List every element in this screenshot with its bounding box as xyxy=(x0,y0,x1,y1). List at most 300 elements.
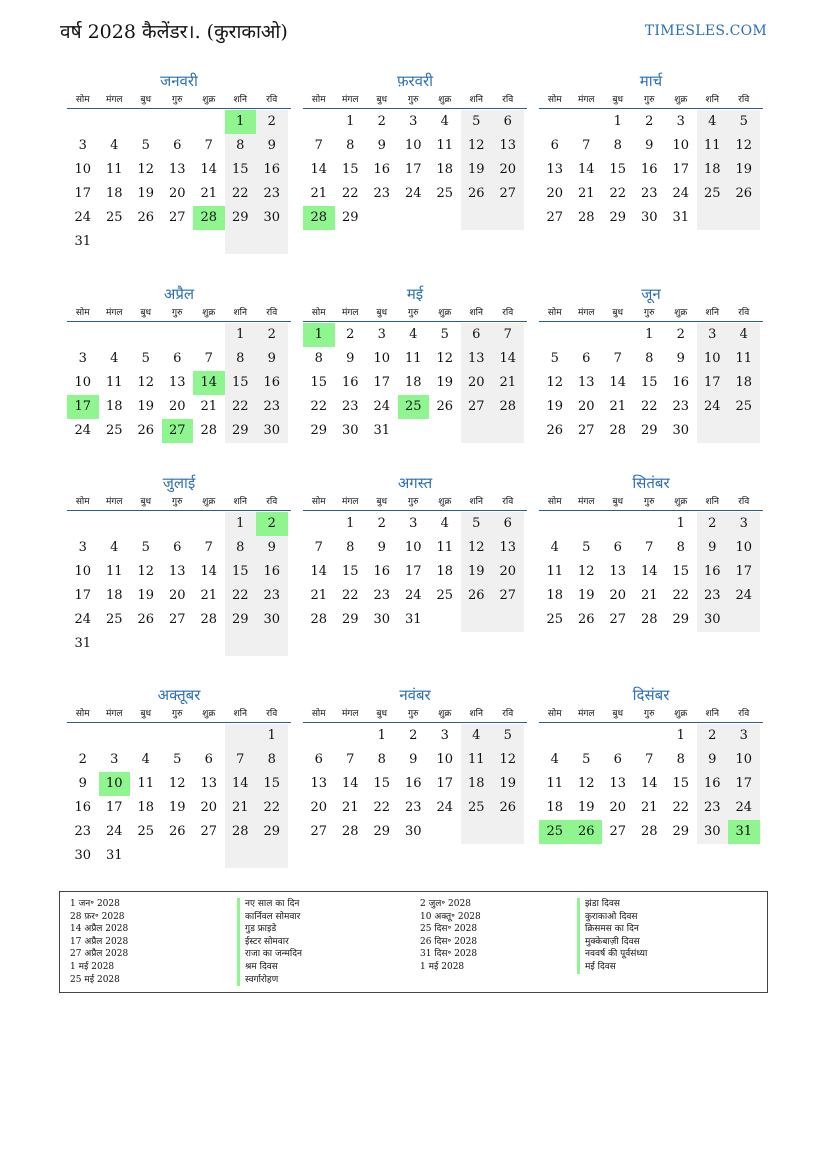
day-cell: 8 xyxy=(377,752,386,767)
day-cell: 17 xyxy=(373,375,391,390)
day-empty xyxy=(225,632,257,656)
day-cell: 19 xyxy=(546,399,564,414)
day-cell: 18 xyxy=(461,772,493,796)
day-cell: 2 xyxy=(676,327,685,342)
day-cell: 24 xyxy=(373,399,391,414)
day-cell: 30 xyxy=(404,824,422,839)
weekday-label: रवि xyxy=(266,308,278,318)
day-cell: 1 xyxy=(256,724,288,748)
weekday-label: सोम xyxy=(311,95,326,105)
weekday-label: सोम xyxy=(547,308,562,318)
day-cell: 11 xyxy=(546,776,564,791)
day-cell: 1 xyxy=(613,114,622,129)
day-cell: 6 xyxy=(582,351,591,366)
day-empty xyxy=(162,724,194,748)
holiday-entry: 25 दिस॰ 2028 xyxy=(420,924,478,935)
holiday-dates-left xyxy=(70,898,128,986)
weekday-label: मंगल xyxy=(105,709,123,719)
day-cell: 13 xyxy=(461,347,493,371)
weekday-label: रवि xyxy=(502,497,514,507)
day-empty xyxy=(99,632,131,656)
day-empty xyxy=(303,724,335,748)
day-cell: 10 xyxy=(697,347,729,371)
day-cell: 23 xyxy=(74,824,92,839)
holiday-dates-right xyxy=(420,898,481,974)
weekday-label: शनि xyxy=(469,709,483,719)
day-cell: 4 xyxy=(550,752,559,767)
day-cell: 18 xyxy=(697,158,729,182)
day-cell: 31 xyxy=(373,423,391,438)
day-cell: 12 xyxy=(137,375,155,390)
day-cell: 20 xyxy=(577,399,595,414)
day-cell: 26 xyxy=(137,612,155,627)
day-cell: 24 xyxy=(404,588,422,603)
holiday-entry: 17 अप्रैल 2028 xyxy=(70,936,129,947)
day-cell: 18 xyxy=(404,375,422,390)
day-cell: 25 xyxy=(436,588,454,603)
day-cell: 24 xyxy=(74,423,92,438)
day-cell: 26 xyxy=(492,796,524,820)
day-cell: 8 xyxy=(676,540,685,555)
weekday-label: मंगल xyxy=(105,497,123,507)
day-cell: 21 xyxy=(640,800,658,815)
day-cell: 11 xyxy=(461,748,493,772)
day-cell: 30 xyxy=(341,423,359,438)
day-cell: 3 xyxy=(78,138,87,153)
day-empty xyxy=(162,844,194,868)
day-cell: 2 xyxy=(377,114,386,129)
weekday-label: सोम xyxy=(311,709,326,719)
day-cell: 20 xyxy=(492,158,524,182)
day-cell: 27 xyxy=(609,612,627,627)
day-empty xyxy=(571,323,603,347)
weekday-label: शुक्र xyxy=(202,95,216,105)
day-cell: 25 xyxy=(105,612,123,627)
day-empty xyxy=(634,512,666,536)
day-cell: 11 xyxy=(436,138,454,153)
day-cell: 8 xyxy=(225,347,257,371)
holiday-entry: 1 जन॰ 2028 xyxy=(70,899,120,909)
day-cell: 5 xyxy=(582,752,591,767)
holiday-names-left xyxy=(237,898,302,986)
day-empty xyxy=(193,323,225,347)
day-empty xyxy=(571,110,603,134)
day-empty xyxy=(162,323,194,347)
day-cell: 15 xyxy=(672,776,690,791)
weekday-label: मंगल xyxy=(577,95,595,105)
day-cell: 3 xyxy=(676,114,685,129)
day-cell: 30 xyxy=(256,206,288,230)
weekday-label: शनि xyxy=(233,308,247,318)
day-empty xyxy=(67,110,99,134)
month-title: अक्तूबर xyxy=(157,686,201,704)
day-cell: 18 xyxy=(436,162,454,177)
day-cell: 11 xyxy=(404,351,422,366)
weekday-label: गुरु xyxy=(408,308,419,318)
day-cell: 4 xyxy=(728,323,760,347)
month-calendar xyxy=(67,472,291,656)
day-cell: 5 xyxy=(141,540,150,555)
holiday-entry: 26 दिस॰ 2028 xyxy=(420,936,478,947)
day-empty xyxy=(99,512,131,536)
day-cell: 24 xyxy=(672,186,690,201)
day-cell: 23 xyxy=(672,399,690,414)
page-header xyxy=(0,0,827,60)
day-grid xyxy=(539,323,763,443)
day-cell: 2 xyxy=(697,724,729,748)
day-cell: 3 xyxy=(409,516,418,531)
day-cell: 2 xyxy=(409,728,418,743)
day-cell: 10 xyxy=(728,536,760,560)
month-title: मई xyxy=(406,285,424,303)
day-cell: 13 xyxy=(168,162,186,177)
day-cell: 22 xyxy=(225,584,257,608)
day-cell: 3 xyxy=(78,540,87,555)
day-cell: 14 xyxy=(609,375,627,390)
day-cell: 30 xyxy=(373,612,391,627)
day-cell: 15 xyxy=(609,162,627,177)
day-cell: 25 xyxy=(546,612,564,627)
day-cell: 23 xyxy=(697,796,729,820)
day-cell: 21 xyxy=(577,186,595,201)
day-cell: 21 xyxy=(200,588,218,603)
weekday-label: गुरु xyxy=(172,709,183,719)
day-cell: 24 xyxy=(728,584,760,608)
month-title: जुलाई xyxy=(162,474,196,492)
day-cell: 7 xyxy=(204,138,213,153)
day-cell: 30 xyxy=(74,848,92,863)
day-cell: 7 xyxy=(204,540,213,555)
month-calendar xyxy=(303,283,527,443)
weekday-label: रवि xyxy=(502,308,514,318)
day-cell: 30 xyxy=(672,423,690,438)
day-cell: 14 xyxy=(492,347,524,371)
day-cell: 10 xyxy=(74,564,92,579)
day-cell: 26 xyxy=(436,399,454,414)
day-cell: 21 xyxy=(225,796,257,820)
day-cell: 22 xyxy=(609,186,627,201)
day-cell: 13 xyxy=(168,375,186,390)
day-empty xyxy=(429,419,461,443)
day-grid xyxy=(303,512,527,632)
day-cell: 11 xyxy=(728,347,760,371)
day-cell: 21 xyxy=(609,399,627,414)
day-cell: 13 xyxy=(492,134,524,158)
day-cell: 5 xyxy=(461,512,493,536)
day-cell: 20 xyxy=(168,399,186,414)
day-cell: 8 xyxy=(613,138,622,153)
holiday-entry: मुक्केबाज़ी दिवस xyxy=(577,936,647,949)
day-cell: 7 xyxy=(582,138,591,153)
day-cell: 16 xyxy=(697,772,729,796)
holiday-entry: नववर्ष की पूर्वसंध्या xyxy=(577,948,647,961)
day-empty xyxy=(539,110,571,134)
day-cell: 23 xyxy=(341,399,359,414)
day-cell: 6 xyxy=(613,752,622,767)
day-cell: 9 xyxy=(409,752,418,767)
day-cell: 20 xyxy=(609,800,627,815)
day-cell: 24 xyxy=(404,186,422,201)
weekday-label: बुध xyxy=(612,308,624,318)
weekday-header xyxy=(67,305,291,322)
weekday-label: बुध xyxy=(140,497,152,507)
day-cell: 9 xyxy=(697,536,729,560)
day-cell: 7 xyxy=(613,351,622,366)
day-cell: 30 xyxy=(697,608,729,632)
weekday-label: शनि xyxy=(469,95,483,105)
month-calendar xyxy=(539,70,763,230)
day-cell: 27 xyxy=(200,824,218,839)
day-empty xyxy=(130,230,162,254)
weekday-header xyxy=(539,305,763,322)
day-cell: 31 xyxy=(74,234,92,249)
weekday-label: रवि xyxy=(502,95,514,105)
weekday-label: रवि xyxy=(266,497,278,507)
weekday-label: सोम xyxy=(547,709,562,719)
day-cell: 13 xyxy=(310,776,328,791)
day-cell: 30 xyxy=(640,210,658,225)
day-cell: 1 xyxy=(346,114,355,129)
day-cell: 2 xyxy=(697,512,729,536)
site-link[interactable]: TIMESLES.COM xyxy=(644,23,767,39)
day-grid xyxy=(67,323,291,443)
day-cell: 18 xyxy=(436,564,454,579)
day-cell: 29 xyxy=(310,423,328,438)
day-cell: 27 xyxy=(168,612,186,627)
day-empty xyxy=(492,820,524,844)
day-cell: 22 xyxy=(341,588,359,603)
day-cell: 4 xyxy=(110,138,119,153)
weekday-header xyxy=(539,92,763,109)
day-cell: 2 xyxy=(645,114,654,129)
day-cell: 14 xyxy=(640,776,658,791)
weekday-label: सोम xyxy=(75,709,90,719)
weekday-label: गुरु xyxy=(172,497,183,507)
day-cell: 31 xyxy=(404,612,422,627)
holiday-entry: 10 अक्तू॰ 2028 xyxy=(420,911,481,922)
day-cell: 14 xyxy=(225,772,257,796)
day-cell: 8 xyxy=(225,134,257,158)
day-cell: 27 xyxy=(310,824,328,839)
day-cell: 5 xyxy=(461,110,493,134)
day-cell: 29 xyxy=(373,824,391,839)
weekday-label: मंगल xyxy=(105,308,123,318)
day-cell: 1 xyxy=(676,728,685,743)
weekday-label: शनि xyxy=(233,709,247,719)
month-title: नवंबर xyxy=(399,686,431,704)
day-cell: 29 xyxy=(640,423,658,438)
day-cell: 12 xyxy=(137,162,155,177)
weekday-label: मंगल xyxy=(105,95,123,105)
day-cell: 30 xyxy=(256,608,288,632)
holiday-entry: 1 मई 2028 xyxy=(70,961,115,972)
day-empty xyxy=(99,230,131,254)
holiday-names-right xyxy=(577,898,647,974)
day-cell: 23 xyxy=(697,584,729,608)
day-cell-holiday: 1 xyxy=(303,323,335,347)
weekday-label: गुरु xyxy=(408,497,419,507)
weekday-label: शनि xyxy=(705,709,719,719)
day-cell: 7 xyxy=(645,540,654,555)
weekday-label: बुध xyxy=(140,709,152,719)
day-cell: 24 xyxy=(74,612,92,627)
day-cell: 7 xyxy=(314,540,323,555)
day-empty xyxy=(225,230,257,254)
day-empty xyxy=(67,724,99,748)
weekday-label: शुक्र xyxy=(674,308,688,318)
day-cell: 4 xyxy=(409,327,418,342)
weekday-label: गुरु xyxy=(408,95,419,105)
day-cell: 19 xyxy=(436,375,454,390)
weekday-label: शुक्र xyxy=(674,497,688,507)
day-cell: 18 xyxy=(105,186,123,201)
day-cell: 8 xyxy=(676,752,685,767)
month-title: मार्च xyxy=(639,72,663,90)
day-empty xyxy=(571,724,603,748)
month-calendar xyxy=(67,70,291,254)
day-cell: 15 xyxy=(640,375,658,390)
day-cell: 29 xyxy=(341,612,359,627)
month-calendar xyxy=(67,684,291,868)
day-cell: 18 xyxy=(105,399,123,414)
day-cell: 17 xyxy=(672,162,690,177)
day-cell: 9 xyxy=(377,540,386,555)
holiday-entry: कार्निवल सोमवार xyxy=(237,911,302,924)
weekday-label: सोम xyxy=(75,95,90,105)
day-cell: 19 xyxy=(728,158,760,182)
day-cell: 1 xyxy=(645,327,654,342)
day-cell: 1 xyxy=(676,516,685,531)
holiday-entry: 28 फ़र॰ 2028 xyxy=(70,911,125,922)
day-empty xyxy=(193,844,225,868)
day-cell: 2 xyxy=(256,110,288,134)
day-cell: 24 xyxy=(436,800,454,815)
day-cell: 23 xyxy=(256,182,288,206)
day-cell: 14 xyxy=(577,162,595,177)
day-cell: 27 xyxy=(492,584,524,608)
weekday-label: गुरु xyxy=(644,497,655,507)
day-empty xyxy=(492,206,524,230)
day-empty xyxy=(225,844,257,868)
day-cell: 8 xyxy=(645,351,654,366)
day-cell: 19 xyxy=(168,800,186,815)
month-calendar xyxy=(303,472,527,632)
weekday-header xyxy=(303,494,527,511)
day-cell: 12 xyxy=(461,134,493,158)
day-cell: 31 xyxy=(105,848,123,863)
day-empty xyxy=(539,724,571,748)
day-empty xyxy=(728,206,760,230)
day-cell: 9 xyxy=(256,347,288,371)
day-grid xyxy=(67,724,291,868)
day-grid xyxy=(539,724,763,844)
day-cell: 25 xyxy=(137,824,155,839)
weekday-label: शनि xyxy=(705,95,719,105)
day-cell: 13 xyxy=(546,162,564,177)
day-cell: 6 xyxy=(492,512,524,536)
day-cell: 22 xyxy=(341,186,359,201)
day-cell: 2 xyxy=(78,752,87,767)
day-cell: 28 xyxy=(310,612,328,627)
day-cell: 12 xyxy=(577,776,595,791)
day-cell: 4 xyxy=(697,110,729,134)
day-cell: 16 xyxy=(404,776,422,791)
day-cell: 6 xyxy=(173,540,182,555)
weekday-label: शुक्र xyxy=(202,497,216,507)
weekday-label: बुध xyxy=(612,497,624,507)
day-cell: 28 xyxy=(341,824,359,839)
day-cell: 14 xyxy=(310,162,328,177)
day-empty xyxy=(130,632,162,656)
day-cell: 22 xyxy=(640,399,658,414)
day-empty xyxy=(303,512,335,536)
weekday-label: मंगल xyxy=(341,709,359,719)
day-cell-holiday: 25 xyxy=(398,395,430,419)
day-empty xyxy=(162,632,194,656)
weekday-label: रवि xyxy=(738,497,750,507)
day-cell: 13 xyxy=(168,564,186,579)
day-cell: 28 xyxy=(609,423,627,438)
month-calendar xyxy=(539,684,763,844)
day-cell: 9 xyxy=(346,351,355,366)
day-cell: 20 xyxy=(546,186,564,201)
weekday-label: शनि xyxy=(233,95,247,105)
day-cell: 22 xyxy=(256,796,288,820)
day-empty xyxy=(99,110,131,134)
day-empty xyxy=(256,844,288,868)
day-empty xyxy=(130,110,162,134)
day-cell: 29 xyxy=(225,206,257,230)
day-cell: 23 xyxy=(404,800,422,815)
holiday-entry: झंडा दिवस xyxy=(577,898,647,911)
day-empty xyxy=(99,724,131,748)
weekday-label: बुध xyxy=(140,308,152,318)
day-cell: 5 xyxy=(141,138,150,153)
day-cell: 3 xyxy=(110,752,119,767)
month-calendar xyxy=(67,283,291,443)
day-grid xyxy=(67,110,291,254)
day-empty xyxy=(461,820,493,844)
day-cell: 16 xyxy=(373,162,391,177)
weekday-label: रवि xyxy=(266,95,278,105)
day-empty xyxy=(634,724,666,748)
day-cell: 10 xyxy=(74,375,92,390)
day-cell: 12 xyxy=(728,134,760,158)
day-cell: 5 xyxy=(550,351,559,366)
day-cell: 17 xyxy=(697,371,729,395)
weekday-label: गुरु xyxy=(172,308,183,318)
day-grid xyxy=(539,512,763,632)
day-cell: 17 xyxy=(105,800,123,815)
day-cell: 16 xyxy=(74,800,92,815)
day-cell: 10 xyxy=(728,748,760,772)
day-cell: 10 xyxy=(74,162,92,177)
day-empty xyxy=(728,419,760,443)
weekday-label: शनि xyxy=(469,497,483,507)
day-cell: 16 xyxy=(341,375,359,390)
day-cell: 26 xyxy=(728,182,760,206)
holiday-entry: 14 अप्रैल 2028 xyxy=(70,924,129,935)
weekday-label: सोम xyxy=(311,497,326,507)
day-cell: 24 xyxy=(74,210,92,225)
day-cell: 6 xyxy=(613,540,622,555)
day-grid xyxy=(303,323,527,443)
day-cell-holiday: 2 xyxy=(256,512,288,536)
day-empty xyxy=(335,724,367,748)
day-empty xyxy=(193,110,225,134)
day-cell-holiday: 10 xyxy=(99,772,131,796)
weekday-label: शुक्र xyxy=(438,709,452,719)
